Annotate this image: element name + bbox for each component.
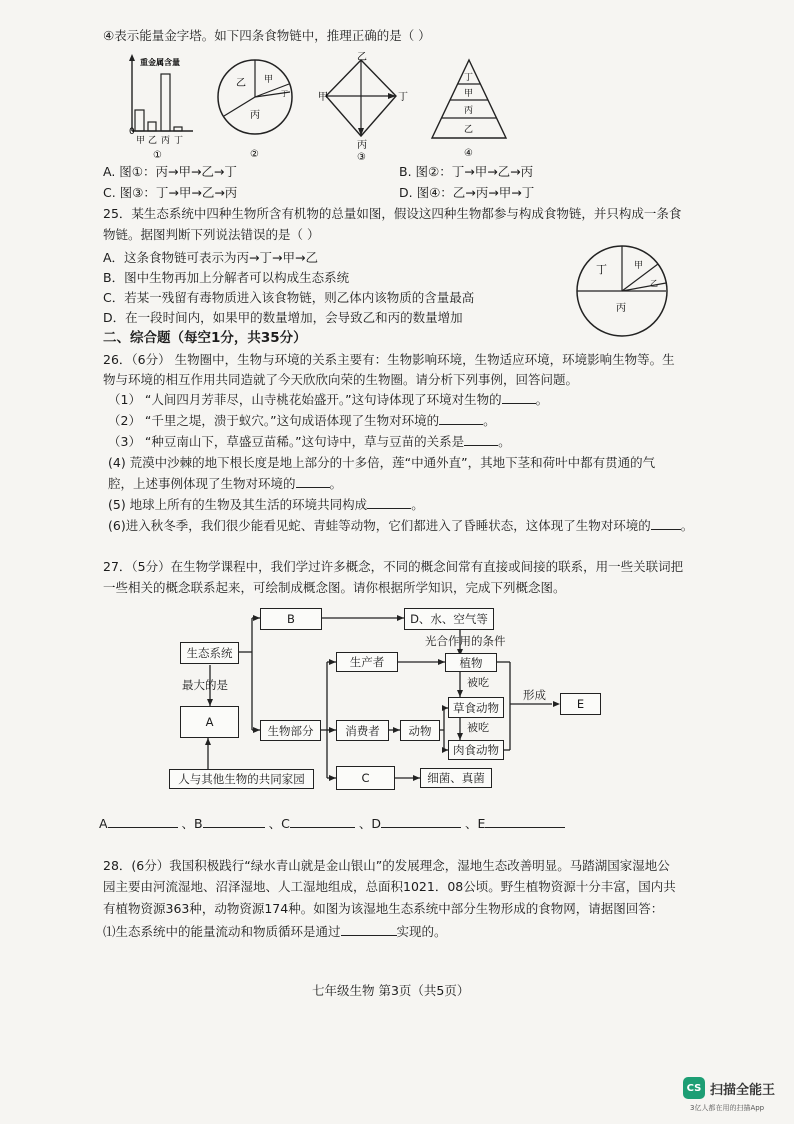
q26-item-3: （3） “种豆南山下，草盛豆苗稀。”这句诗中，草与豆苗的关系是 。 [108,434,511,449]
svg-text:丁: 丁 [398,92,408,103]
q28-line-3: 有植物资源363种，动物资源174种。如图为该湿地生态系统中部分生物形成的食物网，请据图回答： [103,901,664,916]
section-heading: 二、综合题（每空1分，共35分） [103,330,307,346]
q26-intro-1: 26．（6分） 生物圈中，生物与环境的关系主要有：生物影响环境，生物适应环境，环境影响生物等。生 [103,352,675,367]
label-biggest: 最大的是 [182,678,228,692]
node-consumer: 消费者 [336,720,389,741]
node-c[interactable]: C [336,766,395,790]
fig1-ylabel: 重金属含量 [140,58,180,67]
node-ecosystem: 生态系统 [180,642,239,664]
answer-blank-b[interactable] [203,827,265,828]
node-a[interactable]: A [180,706,239,738]
q26-item-4a: (4) 荒漠中沙棘的地下根长度是地上部分的十多倍，莲“中通外直”，其地下茎和荷叶中都有贯通的气 [108,455,656,470]
q27-intro-1: 27．（5分）在生物学课程中，我们学过许多概念，不同的概念间常有直接或间接的联系，用一些关联词把 [103,559,684,574]
svg-text:甲: 甲 [464,89,474,99]
svg-text:丙: 丙 [464,106,474,116]
svg-text:乙: 乙 [650,279,658,288]
fig1-caption: ① [153,150,162,161]
svg-text:甲: 甲 [318,92,328,103]
answer-blank-e[interactable] [485,827,565,828]
label-photosynthesis: 光合作用的条件 [425,634,506,648]
q27-intro-2: 一些相关的概念联系起来，可绘制成概念图。请你根据所学知识，完成下列概念图。 [103,580,566,595]
fig4-caption: ④ [464,148,473,159]
node-carnivore: 肉食动物 [448,740,504,760]
q26-item-6: (6)进入秋冬季，我们很少能看见蛇、青蛙等动物，它们都进入了昏睡状态，这体现了生物对环境的 。 [108,518,694,533]
svg-text:0: 0 [129,127,135,137]
node-common-home: 人与其他生物的共同家园 [169,769,314,789]
node-plant: 植物 [445,653,497,672]
q28-sub-1: ⑴生态系统中的能量流动和物质循环是通过 实现的。 [103,924,447,939]
answer-blank-c[interactable] [290,827,355,828]
q25-stem-2: 物链。据图判断下列说法错误的是（ ） [103,227,320,242]
camscanner-name: 扫描全能王 [710,1083,776,1098]
q25-option-c[interactable]: C．若某一残留有毒物质进入该食物链，则乙体内该物质的含量最高 [103,290,475,305]
q28-line-1: 28．(6分）我国积极践行“绿水青山就是金山银山”的发展理念，湿地生态改善明显。马踏湖国家湿地公 [103,858,670,873]
q28-line-2: 园主要由河流湿地、沼泽湿地、人工湿地组成，总面积1021．08公顷。野生植物资源十分丰富，国内共 [103,879,676,894]
q24-option-b[interactable]: B. 图②：丁→甲→乙→丙 [399,164,534,179]
q24-option-c[interactable]: C. 图③：丁→甲→乙→丙 [103,185,238,200]
node-microbes: 细菌、真菌 [420,768,492,788]
q24-stem: ④表示能量金字塔。如下四条食物链中，推理正确的是（ ） [103,28,431,43]
svg-text:乙: 乙 [464,125,474,135]
svg-text:丙: 丙 [250,110,260,121]
fig3-caption: ③ [357,152,366,163]
q25-option-d[interactable]: D．在一段时间内，如果甲的数量增加，会导致乙和丙的数量增加 [103,310,463,325]
svg-text:丙: 丙 [616,303,626,314]
q26-item-1: （1） “人间四月芳菲尽，山寺桃花始盛开。”这句诗体现了环境对生物的 。 [108,392,549,407]
svg-text:乙: 乙 [236,78,246,89]
svg-text:甲: 甲 [264,75,274,85]
fig1-label-jia: 甲 [136,136,146,146]
q26-item-5: (5) 地球上所有的生物及其生活的环境共同构成 。 [108,497,424,512]
fig1-label-yi: 乙 [148,136,158,146]
answer-blank-d[interactable] [381,827,461,828]
q24-option-d[interactable]: D. 图④：乙→丙→甲→丁 [399,185,535,200]
svg-text:丁: 丁 [281,90,288,98]
q25-option-b[interactable]: B．图中生物再加上分解者可以构成生态系统 [103,270,350,285]
node-herbivore: 草食动物 [448,697,504,718]
fig2-caption: ② [250,149,259,160]
q28-blank-1[interactable] [341,935,397,936]
label-form: 形成 [523,688,546,702]
node-b[interactable]: B [260,608,322,630]
node-bio-part: 生物部分 [260,720,321,741]
q25-option-a[interactable]: A．这条食物链可表示为丙→丁→甲→乙 [103,250,318,265]
node-e[interactable]: E [560,693,601,715]
svg-text:丁: 丁 [596,263,607,276]
fig1-label-bing: 丙 [161,136,171,146]
q26-item-4b: 腔，上述事例体现了生物对环境的 。 [108,476,343,491]
q26-intro-2: 物与环境的相互作用共同造就了今天欣欣向荣的生物圈。请分析下列事例，回答问题。 [103,372,579,387]
page-footer: 七年级生物 第3页（共5页） [312,983,470,998]
svg-text:丙: 丙 [357,140,367,151]
node-d[interactable]: D、水、空气等 [404,608,494,630]
q24-option-a[interactable]: A. 图①：丙→甲→乙→丁 [103,164,237,179]
q27-answer-line: A 、B 、C 、D 、E [99,816,565,831]
q26-item-2: （2） “千里之堤，溃于蚁穴。”这句成语体现了生物对环境的 。 [108,413,496,428]
node-animal: 动物 [400,720,440,741]
svg-text:乙: 乙 [357,52,367,63]
svg-text:甲: 甲 [634,261,644,271]
q25-stem-1: 25．某生态系统中四种生物所含有机物的总量如图，假设这四种生物都参与构成食物链，并只构成一条食 [103,206,682,221]
svg-text:丁: 丁 [464,73,474,83]
camscanner-tagline: 3亿人都在用的扫描App [690,1104,765,1112]
label-eaten-1: 被吃 [467,676,489,689]
fig1-label-ding: 丁 [174,136,184,146]
camscanner-logo-icon: CS [683,1077,705,1099]
label-eaten-2: 被吃 [467,721,489,734]
node-producer: 生产者 [336,652,398,672]
answer-blank-a[interactable] [108,827,178,828]
